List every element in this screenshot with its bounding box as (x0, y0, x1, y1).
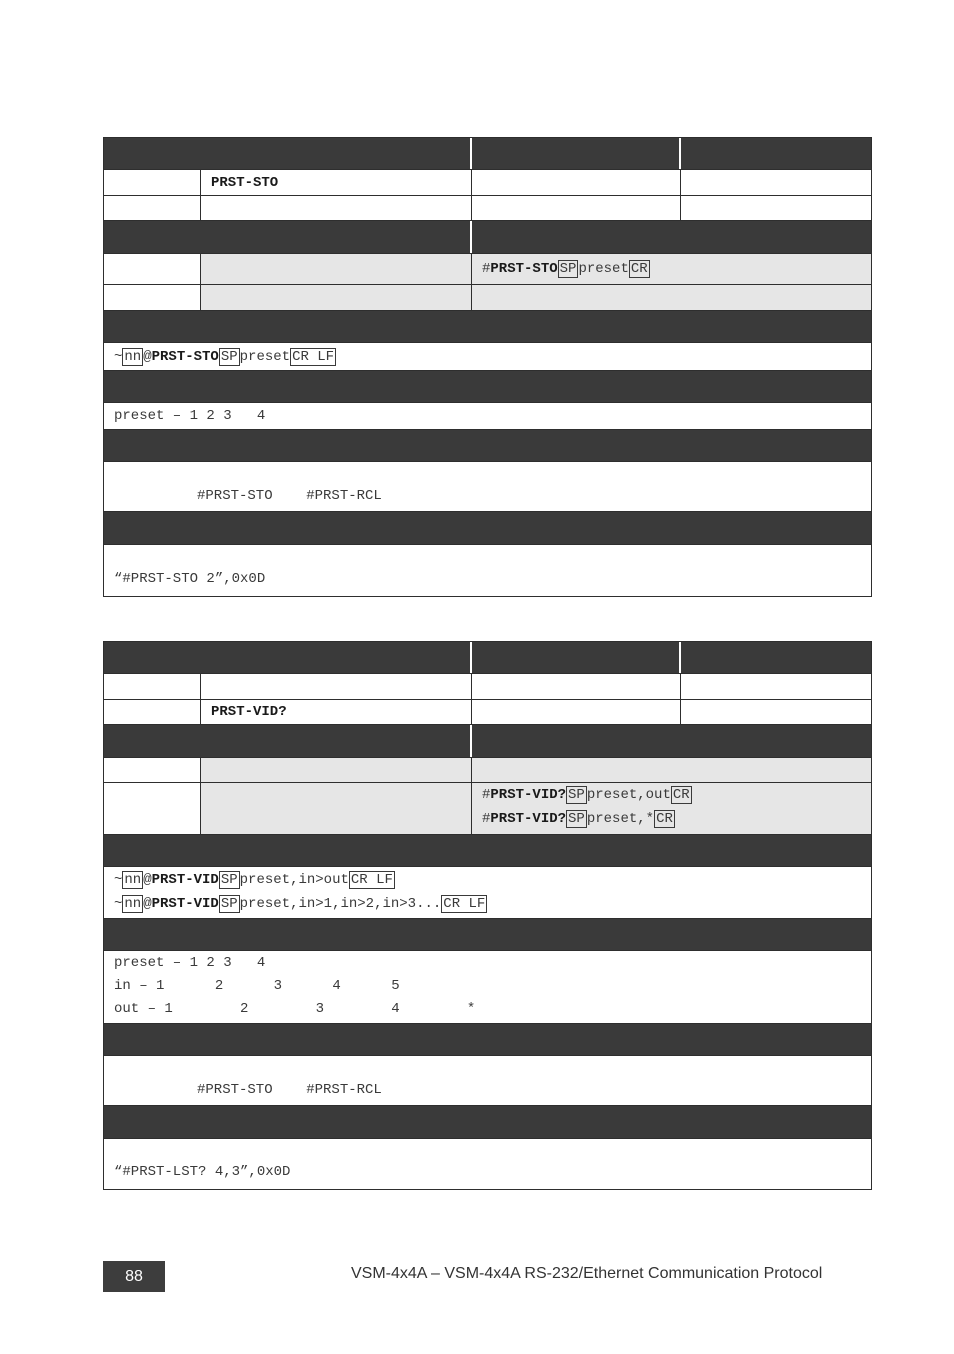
set-syntax-row (104, 758, 871, 783)
example-row (104, 545, 871, 596)
set-syntax-row (104, 254, 871, 285)
get-syntax-row (104, 783, 871, 835)
notes-row (104, 1056, 871, 1106)
set-command-row (104, 170, 871, 196)
response-header-row (104, 311, 871, 343)
related-commands: #PRST-STO #PRST-RCL (197, 1082, 382, 1098)
notes-header-row (104, 1024, 871, 1056)
response-header-row (104, 835, 871, 867)
parameters-header-row (104, 371, 871, 403)
syntax-header-row (104, 725, 871, 758)
parameters-row (104, 951, 871, 1024)
get-command-row (104, 196, 871, 221)
get-command-row (104, 700, 871, 725)
get-syntax-2: #PRST-VID? SP preset,* CR (482, 811, 673, 827)
header-row (104, 642, 871, 674)
prst-vid-command-table (103, 641, 872, 1190)
notes-row (104, 462, 871, 512)
parameters-preset: preset – 1 2 3 4 (114, 955, 266, 971)
page-number: 88 (103, 1261, 165, 1292)
parameters-in: in – 1 2 3 4 5 (114, 978, 400, 994)
response-syntax-2: ~ nn @PRST-VID SP preset,in>1,in>2,in>3... CR LF (114, 896, 486, 912)
example-text: “#PRST-STO 2”,0x0D (114, 571, 266, 587)
example-row (104, 1139, 871, 1189)
example-text: “#PRST-LST? 4,3”,0x0D (114, 1164, 291, 1180)
related-commands: #PRST-STO #PRST-RCL (197, 488, 382, 504)
notes-header-row (104, 430, 871, 462)
get-syntax-1: #PRST-VID? SP preset,out CR (482, 787, 690, 803)
syntax-header-row (104, 221, 871, 254)
response-row (104, 867, 871, 919)
example-header-row (104, 1106, 871, 1139)
prst-sto-command-table (103, 137, 872, 597)
set-command-row (104, 674, 871, 700)
parameters-out: out – 1 2 3 4 * (114, 1001, 476, 1017)
parameters-header-row (104, 919, 871, 951)
set-syntax: #PRST-STO SP preset CR (482, 261, 648, 277)
response-syntax-1: ~ nn @PRST-VID SP preset,in>out CR LF (114, 872, 393, 888)
get-command-name: PRST-VID? (211, 704, 287, 720)
parameters-text: preset – 1 2 3 4 (114, 408, 266, 424)
example-header-row (104, 512, 871, 545)
get-syntax-row (104, 285, 871, 311)
response-row (104, 343, 871, 371)
response-syntax: ~ nn @PRST-STO SP preset CR LF (114, 349, 335, 365)
set-command-name: PRST-STO (211, 175, 279, 191)
header-row (104, 138, 871, 170)
footer-title: VSM-4x4A – VSM-4x4A RS-232/Ethernet Communication Protocol (351, 1265, 823, 1282)
parameters-row (104, 403, 871, 430)
